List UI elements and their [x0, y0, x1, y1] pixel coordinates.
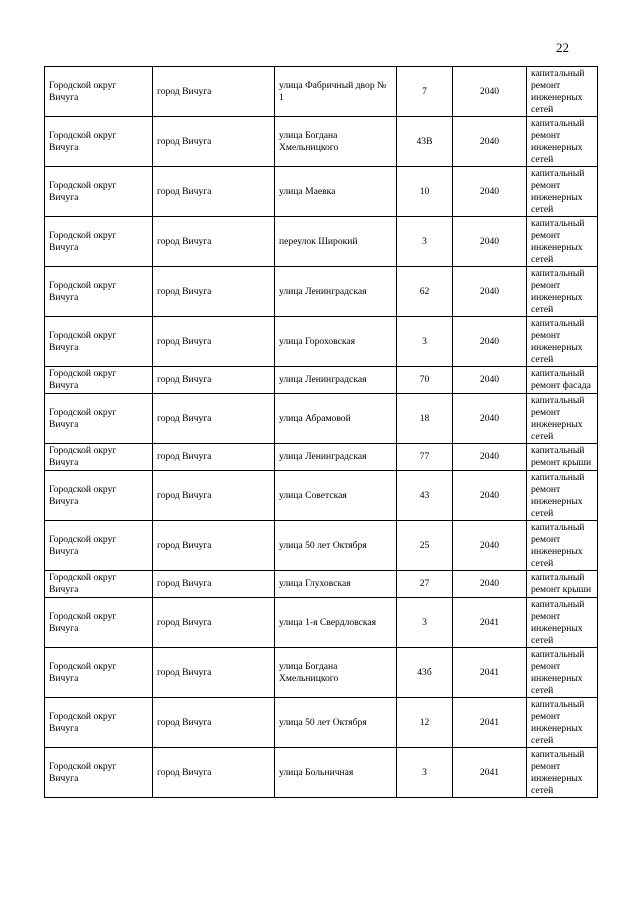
- cell-work: капитальный ремонт фасада: [527, 367, 598, 394]
- table-row: [45, 748, 598, 798]
- table-row: [45, 571, 598, 598]
- table-row: [45, 521, 598, 571]
- table-row: [45, 317, 598, 367]
- cell-okrug: Городской округ Вичуга: [45, 471, 153, 521]
- cell-okrug: Городской округ Вичуга: [45, 748, 153, 798]
- cell-city: город Вичуга: [153, 748, 275, 798]
- table-row: [45, 648, 598, 698]
- table-body: [45, 67, 598, 798]
- cell-house: 3: [397, 748, 453, 798]
- cell-year: 2040: [453, 167, 527, 217]
- cell-okrug: Городской округ Вичуга: [45, 267, 153, 317]
- cell-city: город Вичуга: [153, 217, 275, 267]
- cell-year: 2040: [453, 394, 527, 444]
- cell-street: улица Богдана Хмельницкого: [275, 648, 397, 698]
- cell-work: капитальный ремонт инженерных сетей: [527, 648, 598, 698]
- cell-city: город Вичуга: [153, 444, 275, 471]
- table-row: [45, 167, 598, 217]
- cell-city: город Вичуга: [153, 571, 275, 598]
- cell-street: улица Ленинградская: [275, 267, 397, 317]
- cell-street: улица Маевка: [275, 167, 397, 217]
- cell-city: город Вичуга: [153, 367, 275, 394]
- cell-year: 2040: [453, 521, 527, 571]
- cell-year: 2040: [453, 571, 527, 598]
- cell-house: 43: [397, 471, 453, 521]
- cell-year: 2040: [453, 444, 527, 471]
- cell-year: 2041: [453, 648, 527, 698]
- cell-house: 12: [397, 698, 453, 748]
- cell-work: капитальный ремонт инженерных сетей: [527, 394, 598, 444]
- cell-street: улица Советская: [275, 471, 397, 521]
- cell-street: улица Ленинградская: [275, 367, 397, 394]
- cell-house: 3: [397, 598, 453, 648]
- cell-house: 77: [397, 444, 453, 471]
- cell-year: 2041: [453, 698, 527, 748]
- cell-work: капитальный ремонт инженерных сетей: [527, 67, 598, 117]
- cell-house: 18: [397, 394, 453, 444]
- cell-work: капитальный ремонт инженерных сетей: [527, 117, 598, 167]
- cell-house: 3: [397, 317, 453, 367]
- cell-street: улица Фабричный двор № 1: [275, 67, 397, 117]
- cell-work: капитальный ремонт крыши: [527, 444, 598, 471]
- table-row: [45, 444, 598, 471]
- cell-year: 2040: [453, 471, 527, 521]
- cell-okrug: Городской округ Вичуга: [45, 317, 153, 367]
- cell-work: капитальный ремонт инженерных сетей: [527, 471, 598, 521]
- cell-house: 43б: [397, 648, 453, 698]
- cell-okrug: Городской округ Вичуга: [45, 571, 153, 598]
- cell-city: город Вичуга: [153, 394, 275, 444]
- cell-okrug: Городской округ Вичуга: [45, 521, 153, 571]
- cell-house: 3: [397, 217, 453, 267]
- cell-house: 10: [397, 167, 453, 217]
- table-row: [45, 67, 598, 117]
- cell-street: улица Глуховская: [275, 571, 397, 598]
- cell-okrug: Городской округ Вичуга: [45, 698, 153, 748]
- cell-house: 43В: [397, 117, 453, 167]
- cell-street: улица Больничная: [275, 748, 397, 798]
- cell-street: улица Ленинградская: [275, 444, 397, 471]
- cell-year: 2040: [453, 217, 527, 267]
- cell-city: город Вичуга: [153, 698, 275, 748]
- cell-year: 2041: [453, 748, 527, 798]
- cell-okrug: Городской округ Вичуга: [45, 367, 153, 394]
- cell-city: город Вичуга: [153, 167, 275, 217]
- cell-work: капитальный ремонт инженерных сетей: [527, 317, 598, 367]
- cell-year: 2041: [453, 598, 527, 648]
- cell-city: город Вичуга: [153, 521, 275, 571]
- cell-work: капитальный ремонт крыши: [527, 571, 598, 598]
- cell-work: капитальный ремонт инженерных сетей: [527, 598, 598, 648]
- cell-house: 7: [397, 67, 453, 117]
- cell-year: 2040: [453, 267, 527, 317]
- cell-work: капитальный ремонт инженерных сетей: [527, 748, 598, 798]
- cell-year: 2040: [453, 367, 527, 394]
- cell-house: 25: [397, 521, 453, 571]
- cell-house: 70: [397, 367, 453, 394]
- cell-street: улица Гороховская: [275, 317, 397, 367]
- cell-okrug: Городской округ Вичуга: [45, 117, 153, 167]
- page-number: 22: [556, 40, 569, 55]
- cell-city: город Вичуга: [153, 117, 275, 167]
- table-row: [45, 217, 598, 267]
- cell-street: переулок Широкий: [275, 217, 397, 267]
- cell-city: город Вичуга: [153, 317, 275, 367]
- cell-okrug: Городской округ Вичуга: [45, 394, 153, 444]
- table-row: [45, 117, 598, 167]
- cell-house: 62: [397, 267, 453, 317]
- cell-street: улица 50 лет Октября: [275, 521, 397, 571]
- cell-work: капитальный ремонт инженерных сетей: [527, 267, 598, 317]
- cell-okrug: Городской округ Вичуга: [45, 444, 153, 471]
- cell-year: 2040: [453, 317, 527, 367]
- cell-city: город Вичуга: [153, 471, 275, 521]
- housing-repair-table: [44, 66, 598, 798]
- table-row: [45, 598, 598, 648]
- cell-year: 2040: [453, 67, 527, 117]
- table-row: [45, 367, 598, 394]
- cell-okrug: Городской округ Вичуга: [45, 648, 153, 698]
- cell-work: капитальный ремонт инженерных сетей: [527, 217, 598, 267]
- cell-street: улица 1-я Свердловская: [275, 598, 397, 648]
- cell-okrug: Городской округ Вичуга: [45, 167, 153, 217]
- cell-house: 27: [397, 571, 453, 598]
- cell-street: улица 50 лет Октября: [275, 698, 397, 748]
- table-row: [45, 471, 598, 521]
- cell-work: капитальный ремонт инженерных сетей: [527, 521, 598, 571]
- cell-city: город Вичуга: [153, 598, 275, 648]
- cell-city: город Вичуга: [153, 67, 275, 117]
- cell-year: 2040: [453, 117, 527, 167]
- cell-okrug: Городской округ Вичуга: [45, 598, 153, 648]
- cell-okrug: Городской округ Вичуга: [45, 217, 153, 267]
- cell-work: капитальный ремонт инженерных сетей: [527, 698, 598, 748]
- table-row: [45, 698, 598, 748]
- cell-okrug: Городской округ Вичуга: [45, 67, 153, 117]
- table-row: [45, 394, 598, 444]
- cell-work: капитальный ремонт инженерных сетей: [527, 167, 598, 217]
- cell-city: город Вичуга: [153, 648, 275, 698]
- table-row: [45, 267, 598, 317]
- cell-street: улица Абрамовой: [275, 394, 397, 444]
- cell-street: улица Богдана Хмельницкого: [275, 117, 397, 167]
- cell-city: город Вичуга: [153, 267, 275, 317]
